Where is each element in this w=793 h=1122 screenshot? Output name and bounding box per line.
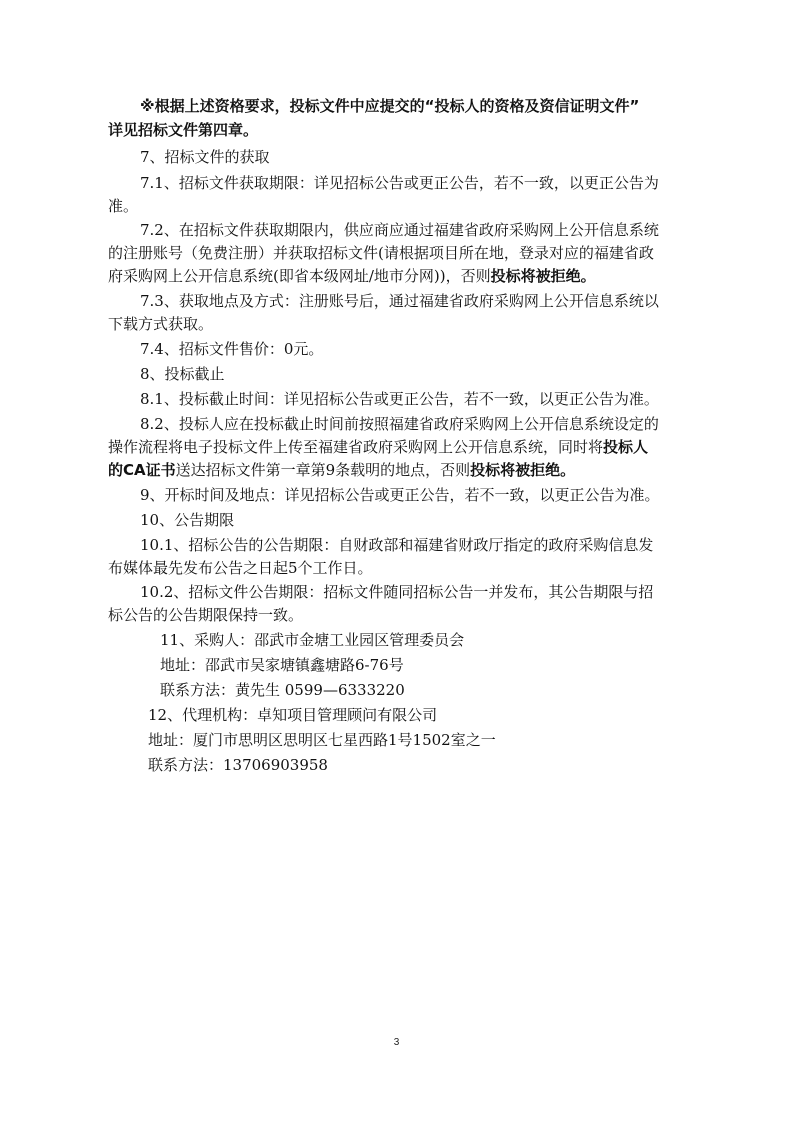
- clause-10-1-line-2: 布媒体最先发布公告之日起5个工作日。: [108, 559, 373, 577]
- purchaser-address: 地址：邵武市吴家塘镇鑫塘路6-76号: [160, 656, 404, 674]
- clause-8-1: 8.1、投标截止时间：详见招标公告或更正公告，若不一致，以更正公告为准。: [140, 390, 659, 408]
- clause-7-1-line-1: 7.1、招标文件获取期限：详见招标公告或更正公告，若不一致，以更正公告为: [140, 174, 659, 192]
- page-number: 3: [393, 1037, 400, 1048]
- clause-7-2-line-1: 7.2、在招标文件获取期限内，供应商应通过福建省政府采购网上公开信息系统: [140, 221, 659, 239]
- intro-line-1: ※根据上述资格要求，投标文件中应提交的“投标人的资格及资信证明文件”: [140, 97, 640, 115]
- clause-7-4: 7.4、招标文件售价：0元。: [140, 340, 324, 358]
- clause-7-2-line-2: 的注册账号（免费注册）并获取招标文件(请根据项目所在地，登录对应的福建省政: [108, 244, 654, 262]
- section-10-heading: 10、公告期限: [140, 511, 235, 529]
- clause-8-2-text: 操作流程将电子投标文件上传至福建省政府采购网上公开信息系统，同时将: [108, 438, 604, 456]
- purchaser: 11、采购人：邵武市金塘工业园区管理委员会: [160, 631, 465, 649]
- intro-line-2: 详见招标文件第四章。: [108, 121, 259, 139]
- clause-8-2-line-2: [108, 436, 648, 458]
- agency: 12、代理机构：卓知项目管理顾问有限公司: [148, 706, 438, 724]
- clause-8-2-bidder: 投标人: [603, 438, 649, 456]
- clause-10-1-line-1: 10.1、招标公告的公告期限：自财政部和福建省财政厅指定的政府采购信息发: [140, 536, 654, 554]
- clause-7-3-line-2: 下载方式获取。: [108, 315, 214, 333]
- clause-8-2-delivery: 送达招标文件第一章第9条载明的地点，否则: [175, 461, 471, 479]
- clause-7-3-line-1: 7.3、获取地点及方式：注册账号后，通过福建省政府采购网上公开信息系统以: [140, 292, 659, 310]
- purchaser-contact: 联系方法：黄先生 0599—6333220: [160, 681, 405, 699]
- section-8-heading: 8、投标截止: [140, 365, 225, 383]
- clause-7-2-text: 府采购网上公开信息系统(即省本级网址/地市分网))，否则: [108, 267, 491, 285]
- clause-7-2-rejection: 投标将被拒绝。: [490, 267, 596, 285]
- clause-9: 9、开标时间及地点：详见招标公告或更正公告，若不一致，以更正公告为准。: [140, 486, 660, 504]
- clause-10-2-line-2: 标公告的公告期限保持一致。: [108, 606, 304, 624]
- clause-8-2-rejection: 投标将被拒绝。: [470, 461, 576, 479]
- clause-7-2-line-3: [108, 265, 596, 287]
- agency-contact: 联系方法：13706903958: [148, 756, 328, 774]
- clause-8-2-line-1: 8.2、投标人应在投标截止时间前按照福建省政府采购网上公开信息系统设定的: [140, 415, 659, 433]
- clause-8-2-ca-cert: 的CA证书: [108, 461, 176, 479]
- clause-10-2-line-1: 10.2、招标文件公告期限：招标文件随同招标公告一并发布，其公告期限与招: [140, 583, 654, 601]
- section-7-heading: 7、招标文件的获取: [140, 148, 270, 166]
- agency-address: 地址：厦门市思明区思明区七星西路1号1502室之一: [148, 731, 496, 749]
- clause-7-1-line-2: 准。: [108, 197, 139, 215]
- clause-8-2-line-3: [108, 459, 575, 481]
